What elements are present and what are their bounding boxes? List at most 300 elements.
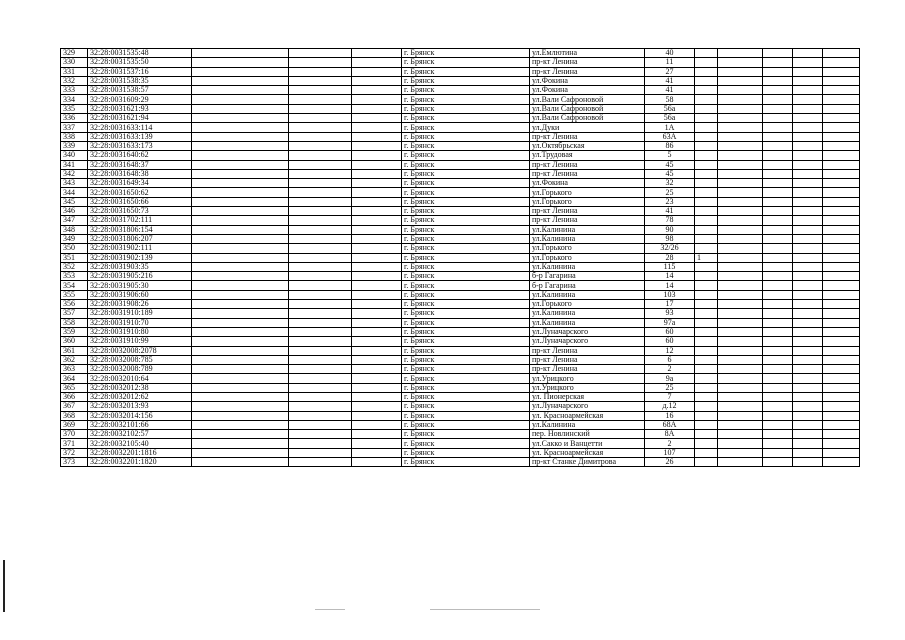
empty-cell (823, 253, 860, 262)
empty-cell (718, 318, 763, 327)
empty-cell (793, 67, 823, 76)
extra-cell (695, 207, 718, 216)
empty-cell (793, 188, 823, 197)
house-number-cell: 1А (645, 123, 695, 132)
row-number: 373 (61, 458, 88, 467)
table-row (61, 327, 860, 336)
empty-cell (718, 355, 763, 364)
table-row (61, 179, 860, 188)
empty-cell (823, 402, 860, 411)
empty-cell (823, 225, 860, 234)
empty-cell (718, 225, 763, 234)
empty-cell (718, 207, 763, 216)
cadastral-number: 32:28:0031910:80 (88, 327, 192, 336)
extra-cell (695, 309, 718, 318)
extra-cell (695, 337, 718, 346)
empty-cell (192, 95, 289, 104)
empty-cell (352, 197, 402, 206)
empty-cell (823, 337, 860, 346)
row-number: 330 (61, 58, 88, 67)
empty-cell (763, 86, 793, 95)
city-cell: г. Брянск (402, 104, 530, 113)
empty-cell (352, 365, 402, 374)
empty-cell (793, 123, 823, 132)
city-cell: г. Брянск (402, 225, 530, 234)
house-number-cell: 17 (645, 300, 695, 309)
cadastral-number: 32:28:0031910:70 (88, 318, 192, 327)
extra-cell (695, 49, 718, 58)
street-cell: ул.Горького (530, 197, 645, 206)
empty-cell (352, 309, 402, 318)
house-number-cell: 107 (645, 448, 695, 457)
empty-cell (763, 309, 793, 318)
empty-cell (192, 402, 289, 411)
empty-cell (192, 253, 289, 262)
empty-cell (763, 169, 793, 178)
empty-cell (352, 383, 402, 392)
cadastral-number: 32:28:0031902:139 (88, 253, 192, 262)
cadastral-number: 32:28:0031621:93 (88, 104, 192, 113)
empty-cell (192, 179, 289, 188)
city-cell: г. Брянск (402, 141, 530, 150)
street-cell: пр-кт Ленина (530, 365, 645, 374)
row-number: 336 (61, 114, 88, 123)
extra-cell (695, 67, 718, 76)
empty-cell (793, 318, 823, 327)
cadastral-number: 32:28:0031806:154 (88, 225, 192, 234)
empty-cell (793, 197, 823, 206)
extra-cell (695, 346, 718, 355)
empty-cell (793, 160, 823, 169)
table-row (61, 392, 860, 401)
street-cell: б-р Гагарина (530, 281, 645, 290)
empty-cell (289, 383, 352, 392)
cadastral-number: 32:28:0032105:40 (88, 439, 192, 448)
street-cell: ул. Пионерская (530, 392, 645, 401)
street-cell: ул.Луначарского (530, 402, 645, 411)
city-cell: г. Брянск (402, 272, 530, 281)
empty-cell (793, 49, 823, 58)
cadastral-number: 32:28:0032012:62 (88, 392, 192, 401)
empty-cell (289, 318, 352, 327)
empty-cell (763, 76, 793, 85)
table-row (61, 439, 860, 448)
street-cell: ул.Горького (530, 188, 645, 197)
empty-cell (823, 86, 860, 95)
empty-cell (793, 411, 823, 420)
empty-cell (352, 355, 402, 364)
empty-cell (763, 244, 793, 253)
empty-cell (718, 234, 763, 243)
empty-cell (763, 337, 793, 346)
cadastral-number: 32:28:0031609:29 (88, 95, 192, 104)
empty-cell (763, 197, 793, 206)
cadastral-number: 32:28:0031535:48 (88, 49, 192, 58)
empty-cell (823, 392, 860, 401)
cadastral-number: 32:28:0031806:207 (88, 234, 192, 243)
empty-cell (823, 160, 860, 169)
empty-cell (192, 281, 289, 290)
extra-cell (695, 383, 718, 392)
city-cell: г. Брянск (402, 327, 530, 336)
empty-cell (823, 262, 860, 271)
street-cell: ул.Октябрьская (530, 141, 645, 150)
house-number-cell: 45 (645, 160, 695, 169)
empty-cell (823, 104, 860, 113)
row-number: 337 (61, 123, 88, 132)
empty-cell (352, 262, 402, 271)
empty-cell (352, 430, 402, 439)
table-row (61, 420, 860, 429)
row-number: 351 (61, 253, 88, 262)
city-cell: г. Брянск (402, 290, 530, 299)
row-number: 345 (61, 197, 88, 206)
extra-cell (695, 86, 718, 95)
empty-cell (192, 383, 289, 392)
table-row (61, 216, 860, 225)
extra-cell (695, 411, 718, 420)
empty-cell (823, 327, 860, 336)
house-number-cell: 7 (645, 392, 695, 401)
empty-cell (793, 439, 823, 448)
empty-cell (823, 49, 860, 58)
empty-cell (793, 327, 823, 336)
cadastral-number: 32:28:0032008:789 (88, 365, 192, 374)
street-cell: б-р Гагарина (530, 272, 645, 281)
empty-cell (823, 309, 860, 318)
empty-cell (289, 95, 352, 104)
row-number: 333 (61, 86, 88, 95)
extra-cell (695, 123, 718, 132)
empty-cell (823, 355, 860, 364)
cadastral-number: 32:28:0031538:35 (88, 76, 192, 85)
cadastral-number: 32:28:0031650:73 (88, 207, 192, 216)
table-row (61, 337, 860, 346)
city-cell: г. Брянск (402, 169, 530, 178)
cadastral-number: 32:28:0032014:156 (88, 411, 192, 420)
empty-cell (289, 132, 352, 141)
table-row (61, 346, 860, 355)
cadastral-number: 32:28:0031650:66 (88, 197, 192, 206)
empty-cell (793, 207, 823, 216)
house-number-cell: 32/26 (645, 244, 695, 253)
street-cell: ул.Урицкого (530, 374, 645, 383)
house-number-cell: 56а (645, 104, 695, 113)
empty-cell (793, 104, 823, 113)
extra-cell (695, 179, 718, 188)
empty-cell (289, 188, 352, 197)
city-cell: г. Брянск (402, 458, 530, 467)
empty-cell (718, 253, 763, 262)
street-cell: пр-кт Ленина (530, 216, 645, 225)
house-number-cell: 60 (645, 327, 695, 336)
empty-cell (352, 179, 402, 188)
street-cell: ул.Калинина (530, 234, 645, 243)
cadastral-number: 32:28:0031905:216 (88, 272, 192, 281)
empty-cell (718, 458, 763, 467)
row-number: 335 (61, 104, 88, 113)
empty-cell (192, 67, 289, 76)
extra-cell (695, 430, 718, 439)
empty-cell (823, 216, 860, 225)
extra-cell (695, 374, 718, 383)
empty-cell (289, 365, 352, 374)
empty-cell (763, 95, 793, 104)
empty-cell (718, 151, 763, 160)
empty-cell (718, 448, 763, 457)
extra-cell (695, 188, 718, 197)
extra-cell (695, 244, 718, 253)
empty-cell (793, 141, 823, 150)
empty-cell (192, 300, 289, 309)
empty-cell (763, 104, 793, 113)
empty-cell (192, 374, 289, 383)
cadastral-number: 32:28:0032010:64 (88, 374, 192, 383)
empty-cell (352, 318, 402, 327)
extra-cell (695, 365, 718, 374)
empty-cell (192, 439, 289, 448)
empty-cell (192, 272, 289, 281)
cadastral-number: 32:28:0031910:99 (88, 337, 192, 346)
empty-cell (793, 95, 823, 104)
empty-cell (793, 290, 823, 299)
cadastral-number: 32:28:0031648:38 (88, 169, 192, 178)
house-number-cell: 5 (645, 151, 695, 160)
empty-cell (823, 318, 860, 327)
house-number-cell: 40 (645, 49, 695, 58)
empty-cell (823, 197, 860, 206)
extra-cell (695, 197, 718, 206)
house-number-cell: 63А (645, 132, 695, 141)
empty-cell (289, 114, 352, 123)
empty-cell (823, 383, 860, 392)
empty-cell (289, 430, 352, 439)
empty-cell (352, 160, 402, 169)
extra-cell (695, 300, 718, 309)
row-number: 343 (61, 179, 88, 188)
empty-cell (192, 86, 289, 95)
cadastral-number: 32:28:0032008:2078 (88, 346, 192, 355)
empty-cell (793, 86, 823, 95)
empty-cell (192, 49, 289, 58)
house-number-cell: 90 (645, 225, 695, 234)
empty-cell (823, 290, 860, 299)
empty-cell (289, 244, 352, 253)
empty-cell (763, 216, 793, 225)
city-cell: г. Брянск (402, 160, 530, 169)
table-row (61, 123, 860, 132)
empty-cell (718, 300, 763, 309)
empty-cell (352, 49, 402, 58)
empty-cell (352, 290, 402, 299)
empty-cell (793, 392, 823, 401)
empty-cell (289, 76, 352, 85)
empty-cell (718, 281, 763, 290)
empty-cell (352, 281, 402, 290)
table-row (61, 318, 860, 327)
table-row (61, 244, 860, 253)
empty-cell (718, 262, 763, 271)
city-cell: г. Брянск (402, 365, 530, 374)
empty-cell (192, 420, 289, 429)
city-cell: г. Брянск (402, 337, 530, 346)
empty-cell (718, 76, 763, 85)
empty-cell (823, 439, 860, 448)
empty-cell (352, 86, 402, 95)
empty-cell (793, 234, 823, 243)
row-number: 334 (61, 95, 88, 104)
empty-cell (763, 141, 793, 150)
empty-cell (192, 123, 289, 132)
empty-cell (718, 439, 763, 448)
empty-cell (352, 327, 402, 336)
empty-cell (823, 272, 860, 281)
city-cell: г. Брянск (402, 420, 530, 429)
extra-cell (695, 272, 718, 281)
city-cell: г. Брянск (402, 67, 530, 76)
empty-cell (793, 225, 823, 234)
house-number-cell: 8А (645, 430, 695, 439)
empty-cell (823, 141, 860, 150)
extra-cell (695, 458, 718, 467)
table-row (61, 225, 860, 234)
empty-cell (352, 104, 402, 113)
property-register-table (60, 48, 860, 467)
row-number: 352 (61, 262, 88, 271)
house-number-cell: 41 (645, 86, 695, 95)
empty-cell (718, 67, 763, 76)
street-cell: ул.Луначарского (530, 337, 645, 346)
empty-cell (718, 272, 763, 281)
empty-cell (823, 281, 860, 290)
cadastral-number: 32:28:0031633:173 (88, 141, 192, 150)
empty-cell (793, 262, 823, 271)
empty-cell (823, 420, 860, 429)
house-number-cell: 78 (645, 216, 695, 225)
table-row (61, 76, 860, 85)
empty-cell (823, 244, 860, 253)
empty-cell (192, 114, 289, 123)
empty-cell (352, 402, 402, 411)
empty-cell (352, 95, 402, 104)
empty-cell (352, 114, 402, 123)
empty-cell (823, 374, 860, 383)
empty-cell (192, 327, 289, 336)
table-row (61, 207, 860, 216)
street-cell: ул.Дуки (530, 123, 645, 132)
empty-cell (352, 439, 402, 448)
house-number-cell: 14 (645, 281, 695, 290)
empty-cell (718, 420, 763, 429)
empty-cell (793, 132, 823, 141)
empty-cell (289, 272, 352, 281)
city-cell: г. Брянск (402, 402, 530, 411)
empty-cell (793, 169, 823, 178)
cadastral-number: 32:28:0032013:93 (88, 402, 192, 411)
empty-cell (718, 244, 763, 253)
cadastral-number: 32:28:0032201:1816 (88, 448, 192, 457)
row-number: 371 (61, 439, 88, 448)
empty-cell (763, 392, 793, 401)
empty-cell (718, 346, 763, 355)
extra-cell (695, 58, 718, 67)
empty-cell (763, 67, 793, 76)
row-number: 369 (61, 420, 88, 429)
street-cell: ул.Калинина (530, 262, 645, 271)
empty-cell (763, 327, 793, 336)
city-cell: г. Брянск (402, 318, 530, 327)
empty-cell (289, 439, 352, 448)
table-row (61, 197, 860, 206)
empty-cell (289, 151, 352, 160)
city-cell: г. Брянск (402, 281, 530, 290)
street-cell: ул.Горького (530, 253, 645, 262)
empty-cell (192, 58, 289, 67)
empty-cell (352, 234, 402, 243)
empty-cell (289, 197, 352, 206)
house-number-cell: 26 (645, 458, 695, 467)
table-row (61, 104, 860, 113)
empty-cell (823, 188, 860, 197)
house-number-cell: 6 (645, 355, 695, 364)
city-cell: г. Брянск (402, 114, 530, 123)
empty-cell (192, 151, 289, 160)
row-number: 338 (61, 132, 88, 141)
city-cell: г. Брянск (402, 207, 530, 216)
cadastral-number: 32:28:0031906:60 (88, 290, 192, 299)
row-number: 329 (61, 49, 88, 58)
city-cell: г. Брянск (402, 355, 530, 364)
empty-cell (352, 123, 402, 132)
empty-cell (352, 151, 402, 160)
empty-cell (352, 392, 402, 401)
house-number-cell: 27 (645, 67, 695, 76)
empty-cell (793, 365, 823, 374)
row-number: 367 (61, 402, 88, 411)
cadastral-number: 32:28:0031649:34 (88, 179, 192, 188)
empty-cell (289, 346, 352, 355)
city-cell: г. Брянск (402, 216, 530, 225)
street-cell: ул.Вали Сафроновой (530, 104, 645, 113)
street-cell: ул.Вали Сафроновой (530, 95, 645, 104)
street-cell: ул.Трудовая (530, 151, 645, 160)
table-row (61, 290, 860, 299)
table-row (61, 411, 860, 420)
empty-cell (823, 365, 860, 374)
empty-cell (192, 392, 289, 401)
city-cell: г. Брянск (402, 300, 530, 309)
empty-cell (823, 430, 860, 439)
street-cell: ул. Красноармейская (530, 448, 645, 457)
row-number: 344 (61, 188, 88, 197)
empty-cell (763, 448, 793, 457)
house-number-cell: 16 (645, 411, 695, 420)
street-cell: ул.Калинина (530, 420, 645, 429)
empty-cell (763, 132, 793, 141)
empty-cell (289, 179, 352, 188)
cadastral-number: 32:28:0031650:62 (88, 188, 192, 197)
house-number-cell: 9а (645, 374, 695, 383)
table-row (61, 49, 860, 58)
street-cell: ул.Фокина (530, 179, 645, 188)
city-cell: г. Брянск (402, 76, 530, 85)
row-number: 364 (61, 374, 88, 383)
table-row (61, 402, 860, 411)
empty-cell (192, 160, 289, 169)
empty-cell (352, 141, 402, 150)
empty-cell (823, 458, 860, 467)
street-cell: пр-кт Ленина (530, 346, 645, 355)
